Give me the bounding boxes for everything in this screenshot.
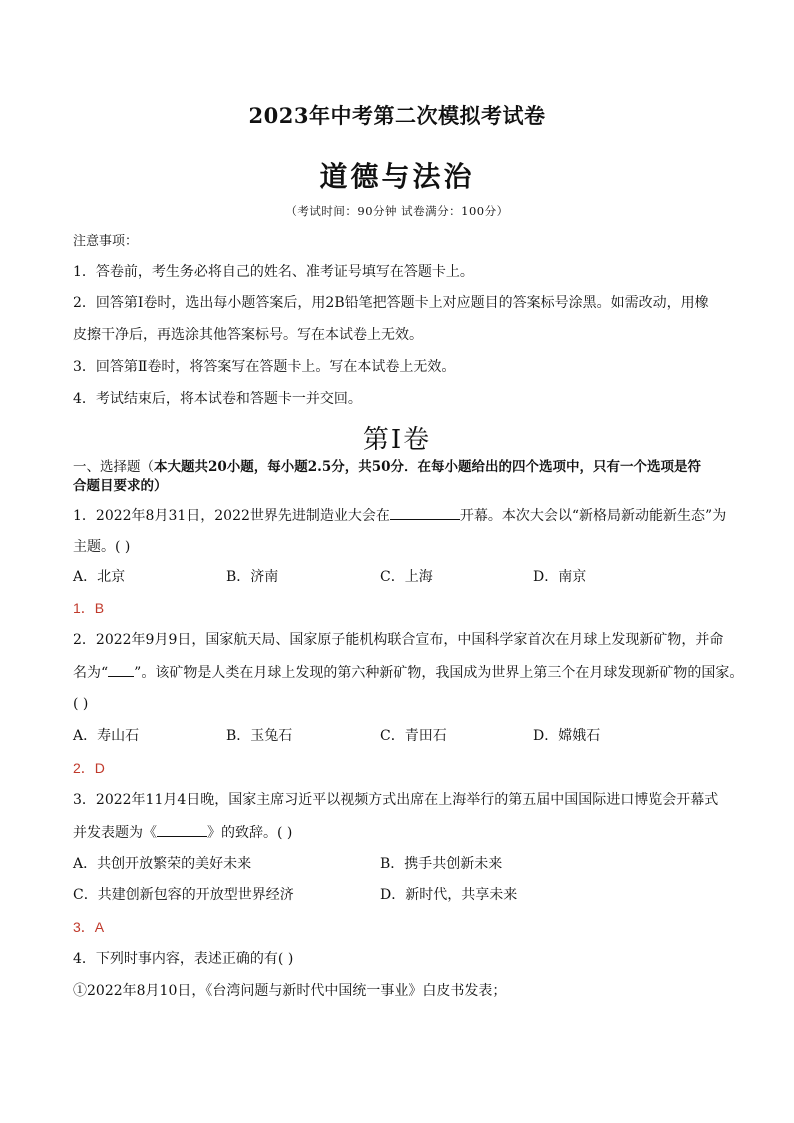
- question-3-text-a: 并发表题为《: [73, 825, 157, 841]
- question-3-answer: 3．A: [73, 919, 105, 935]
- question-2-text-b: ”。该矿物是人类在月球上发现的第六种新矿物，我国成为世界上第三个在月球发现新矿物的国家。: [134, 665, 744, 681]
- question-3-line-2: [73, 822, 733, 843]
- question-2-line-2: [73, 662, 744, 683]
- answer-blank: [108, 662, 134, 677]
- question-3-option-c: C．共建创新包容的开放型世界经济: [73, 887, 294, 903]
- notice-item-1: 1．答卷前，考生务必将自己的姓名、准考证号填写在答题卡上。: [73, 264, 474, 280]
- exam-info: （考试时间：90分钟 试卷满分：100分）: [285, 204, 509, 218]
- section-prefix: 一、选择题（: [73, 459, 154, 475]
- section-heading-cont: 合题目要求的）: [73, 478, 168, 494]
- question-3-line-1: 3．2022年11月4日晚，国家主席习近平以视频方式出席在上海举行的第五届中国国际进口博览会开幕式: [73, 792, 719, 808]
- notice-item-3: 3．回答第Ⅱ卷时，将答案写在答题卡上。写在本试卷上无效。: [73, 359, 456, 375]
- question-2-option-c: C．青田石: [380, 728, 447, 744]
- question-3-option-a: A．共创开放繁荣的美好未来: [73, 856, 252, 872]
- question-3-option-b: B．携手共创新未来: [380, 856, 503, 872]
- question-2-option-d: D．嫦娥石: [533, 728, 601, 744]
- section-heading: [73, 457, 733, 477]
- question-2-answer: 2．D: [73, 760, 105, 776]
- question-2-option-b: B．玉兔石: [226, 728, 293, 744]
- question-1-text-b: 开幕。本次大会以“新格局新动能新生态”为: [459, 508, 727, 524]
- question-1-line-1: [73, 505, 733, 526]
- question-3-text-b: 》的致辞。( ): [207, 825, 293, 841]
- volume-title: 第Ⅰ卷: [362, 425, 432, 455]
- notice-item-4: 4．考试结束后，将本试卷和答题卡一并交回。: [73, 391, 362, 407]
- question-2-line-1: 2．2022年9月9日，国家航天局、国家原子能机构联合宣布，中国科学家首次在月球上发现新矿物，并命: [73, 632, 724, 648]
- subject-title: 道德与法治: [319, 160, 475, 193]
- question-1-option-b: B．济南: [226, 569, 279, 585]
- question-2-option-a: A．寿山石: [73, 728, 140, 744]
- question-2-text-a: 名为“: [73, 665, 109, 681]
- question-1-option-c: C．上海: [380, 569, 433, 585]
- notice-item-2: 2．回答第Ⅰ卷时，选出每小题答案后，用2B铅笔把答题卡上对应题目的答案标号涂黑。如需改动，用橡: [73, 295, 709, 311]
- question-1-option-a: A．北京: [73, 569, 126, 585]
- question-3-option-d: D．新时代，共享未来: [380, 887, 518, 903]
- answer-blank: [390, 505, 460, 520]
- question-1-answer: 1．B: [73, 600, 105, 616]
- notice-item-2-cont: 皮擦干净后，再选涂其他答案标号。写在本试卷上无效。: [73, 327, 423, 343]
- question-4-item-1: ①2022年8月10日，《台湾问题与新时代中国统一事业》白皮书发表；: [73, 983, 507, 999]
- answer-blank: [157, 822, 207, 837]
- section-bold: 本大题共20小题，每小题2.5分，共50分．在每小题给出的四个选项中，只有一个选项是符: [154, 459, 702, 475]
- question-2-line-3: ( ): [73, 696, 89, 712]
- notice-heading: 注意事项：: [73, 234, 139, 249]
- question-4-line-1: 4．下列时事内容，表述正确的有( ): [73, 951, 294, 967]
- question-1-option-d: D．南京: [533, 569, 587, 585]
- question-1-text-a: 1．2022年8月31日，2022世界先进制造业大会在: [73, 508, 390, 524]
- exam-title: 2023年中考第二次模拟考试卷: [248, 103, 546, 128]
- question-1-line-2: 主题。( ): [73, 539, 131, 555]
